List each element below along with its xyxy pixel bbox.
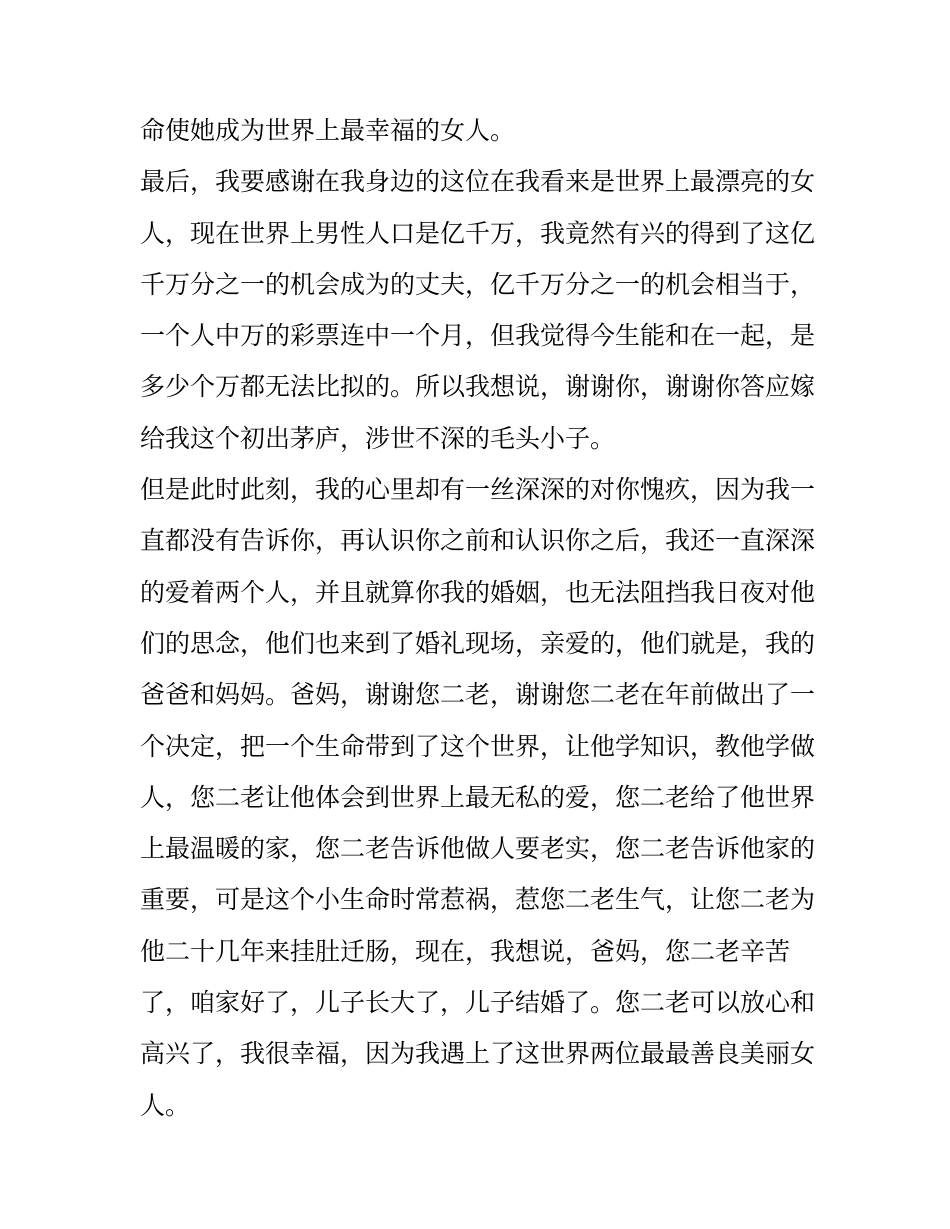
text-line: 多少个万都无法比拟的。所以我想说，谢谢你，谢谢你答应嫁 — [140, 372, 816, 402]
text-line: 重要，可是这个小生命时常惹祸，惹您二老生气，让您二老为 — [140, 885, 816, 915]
text-line: 爸爸和妈妈。爸妈，谢谢您二老，谢谢您二老在年前做出了一 — [140, 680, 816, 710]
text-line: 他二十几年来挂肚迁肠，现在，我想说，爸妈，您二老辛苦 — [140, 936, 791, 966]
text-line: 千万分之一的机会成为的丈夫，亿千万分之一的机会相当于， — [140, 269, 816, 299]
speech-text — [140, 105, 820, 1131]
text-line: 命使她成为世界上最幸福的女人。 — [140, 116, 516, 145]
text-line: 人，您二老让他体会到世界上最无私的爱，您二老给了他世界 — [140, 782, 816, 812]
text-line: 人。 — [140, 1090, 191, 1120]
text-line: 个决定，把一个生命带到了这个世界，让他学知识，教他学做 — [140, 731, 816, 761]
text-line: 一个人中万的彩票连中一个月，但我觉得今生能和在一起，是 — [140, 321, 816, 351]
text-line: 直都没有告诉你，再认识你之前和认识你之后，我还一直深深 — [140, 526, 816, 556]
text-line: 了，咱家好了，儿子长大了，儿子结婚了。您二老可以放心和 — [140, 988, 816, 1018]
text-line: 上最温暖的家，您二老告诉他做人要老实，您二老告诉他家的 — [140, 834, 816, 864]
text-line: 的爱着两个人，并且就算你我的婚姻，也无法阻挡我日夜对他 — [140, 577, 816, 607]
text-line: 最后，我要感谢在我身边的这位在我看来是世界上最漂亮的女 — [140, 167, 816, 197]
text-line: 们的思念，他们也来到了婚礼现场，亲爱的，他们就是，我的 — [140, 628, 816, 658]
text-line: 给我这个初出茅庐，涉世不深的毛头小子。 — [140, 423, 616, 453]
text-line: 但是此时此刻，我的心里却有一丝深深的对你愧疚，因为我一 — [140, 475, 816, 505]
text-line: 人，现在世界上男性人口是亿千万，我竟然有兴的得到了这亿 — [140, 218, 816, 248]
text-line: 高兴了，我很幸福，因为我遇上了这世界两位最最善良美丽女 — [140, 1039, 816, 1069]
